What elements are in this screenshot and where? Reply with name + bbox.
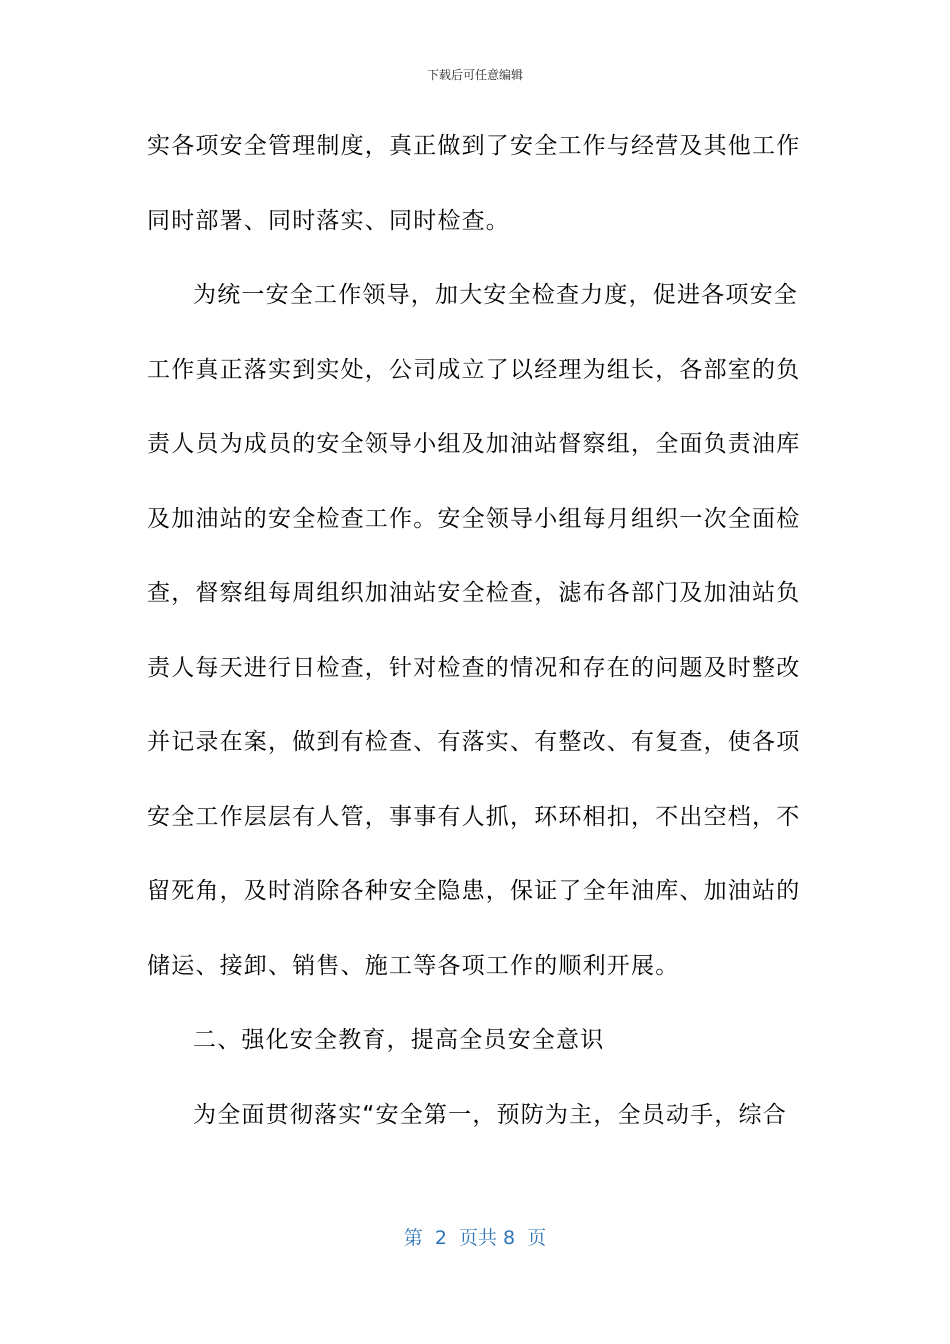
text-line: 并记录在案，做到有检查、有落实、有整改、有复查，使各项 [147,729,801,755]
text-line: 留死角，及时消除各种安全隐患，保证了全年油库、加油站的 [147,878,801,904]
paragraph-start-line: 为统一安全工作领导，加大安全检查力度，促进各项安全 [193,282,798,308]
paragraph-start-line: 为全面贯彻落实“安全第一，预防为主，全员动手，综合 [193,1101,787,1128]
text-line: 安全工作层层有人管，事事有人抓，环环相扣，不出空档，不 [147,803,801,830]
text-line: 查，督察组每周组织加油站安全检查，滤布各部门及加油站负 [147,580,801,606]
text-line: 责人员为成员的安全领导小组及加油站督察组，全面负责油库 [147,431,801,457]
document-body [147,124,807,1167]
header-note: 下载后可任意编辑 [426,68,523,82]
section-heading: 二、强化安全教育，提高全员安全意识 [193,1027,605,1053]
text-line: 工作真正落实到实处，公司成立了以经理为组长，各部室的负 [147,356,801,383]
text-line: 同时部署、同时落实、同时检查。 [147,207,510,234]
text-line: 实各项安全管理制度，真正做到了安全工作与经营及其他工作 [147,133,801,159]
text-line: 责人每天进行日检查，针对检查的情况和存在的问题及时整改 [147,654,801,681]
text-line: 及加油站的安全检查工作。安全领导小组每月组织一次全面检 [147,505,801,532]
text-line: 储运、接卸、销售、施工等各项工作的顺利开展。 [147,952,680,979]
page-number: 第 2 页共 8 页 [403,1227,547,1249]
